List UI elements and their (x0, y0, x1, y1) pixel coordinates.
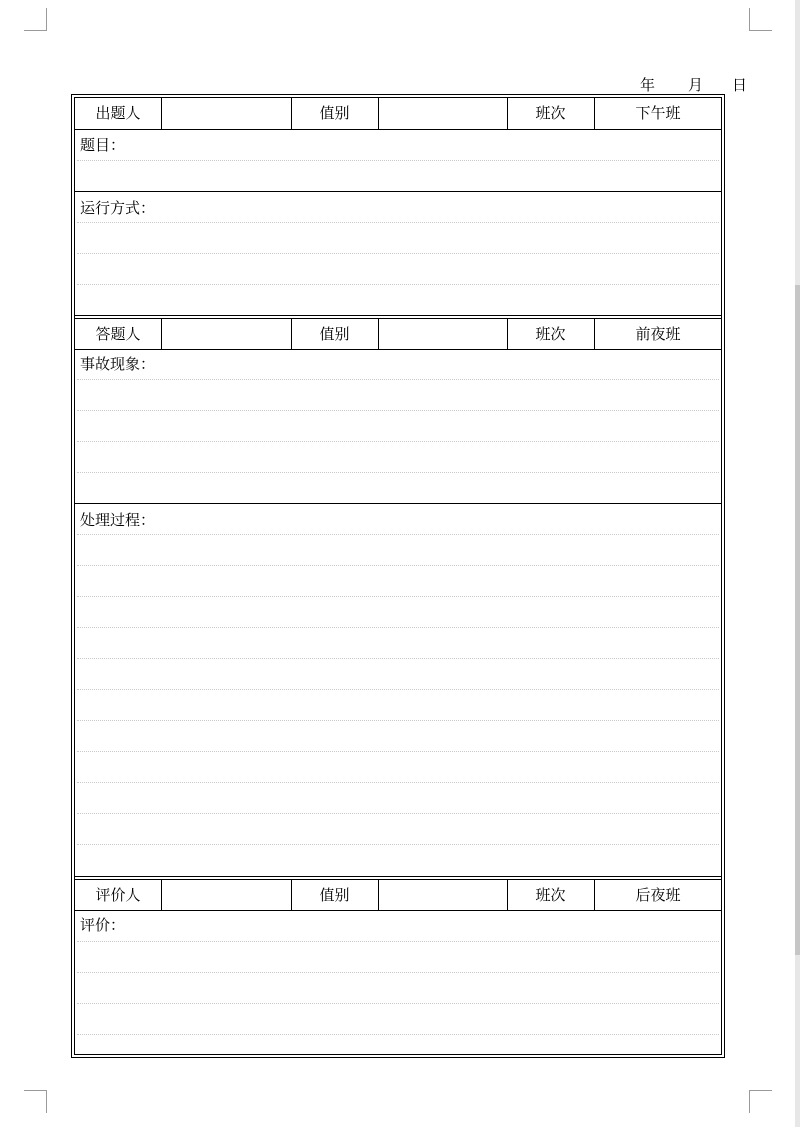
duty-value-field[interactable] (379, 880, 507, 910)
date-year-label: 年 (640, 76, 656, 94)
row-divider (75, 129, 721, 130)
evaluator-label: 评价人 (95, 886, 141, 904)
question-topic-label: 题目： (80, 136, 126, 154)
duty-label: 值别 (319, 104, 350, 122)
operation-mode-label: 运行方式： (80, 199, 156, 217)
writing-line (77, 658, 719, 659)
writing-line (77, 689, 719, 690)
duty-label: 值别 (319, 325, 350, 343)
duty-value-field[interactable] (379, 319, 507, 349)
shift-value: 下午班 (635, 104, 681, 122)
row-divider (75, 503, 721, 504)
vertical-scrollbar[interactable] (795, 0, 800, 1127)
writing-line (77, 941, 719, 942)
writing-line (77, 844, 719, 845)
section-divider (75, 315, 721, 316)
writing-line (77, 410, 719, 411)
question-setter-name-field[interactable] (162, 98, 291, 128)
writing-line (77, 441, 719, 442)
writing-line (77, 1034, 719, 1035)
writing-line (77, 1003, 719, 1004)
writing-line (77, 627, 719, 628)
section-divider (75, 876, 721, 877)
writing-line (77, 160, 719, 161)
page-corner-mark-top-right (749, 8, 772, 31)
writing-line (77, 284, 719, 285)
writing-line (77, 813, 719, 814)
date-month-label: 月 (688, 76, 704, 94)
writing-line (77, 565, 719, 566)
shift-value: 前夜班 (635, 325, 681, 343)
evaluation-label: 评价： (80, 916, 126, 934)
shift-label: 班次 (535, 104, 566, 122)
accident-phenomenon-label: 事故现象： (80, 355, 156, 373)
scrollbar-thumb[interactable] (795, 285, 800, 955)
duty-value-field[interactable] (379, 98, 507, 128)
question-setter-label: 出题人 (95, 104, 141, 122)
writing-line (77, 253, 719, 254)
duty-label: 值别 (319, 886, 350, 904)
writing-line (77, 720, 719, 721)
respondent-name-field[interactable] (162, 319, 291, 349)
row-divider (75, 349, 721, 350)
writing-line (77, 222, 719, 223)
writing-line (77, 534, 719, 535)
writing-line (77, 972, 719, 973)
respondent-label: 答题人 (95, 325, 141, 343)
page-corner-mark-top-left (24, 8, 47, 31)
evaluator-name-field[interactable] (162, 880, 291, 910)
handling-process-label: 处理过程： (80, 511, 156, 529)
date-line (620, 74, 760, 94)
shift-label: 班次 (535, 886, 566, 904)
writing-line (77, 751, 719, 752)
shift-value: 后夜班 (635, 886, 681, 904)
page-corner-mark-bottom-left (24, 1090, 47, 1113)
writing-line (77, 782, 719, 783)
writing-line (77, 596, 719, 597)
writing-line (77, 472, 719, 473)
shift-label: 班次 (535, 325, 566, 343)
row-divider (75, 191, 721, 192)
page-corner-mark-bottom-right (749, 1090, 772, 1113)
row-divider (75, 910, 721, 911)
form-table (74, 97, 722, 1055)
date-day-label: 日 (732, 76, 748, 94)
exam-form (71, 94, 725, 1058)
writing-line (77, 379, 719, 380)
